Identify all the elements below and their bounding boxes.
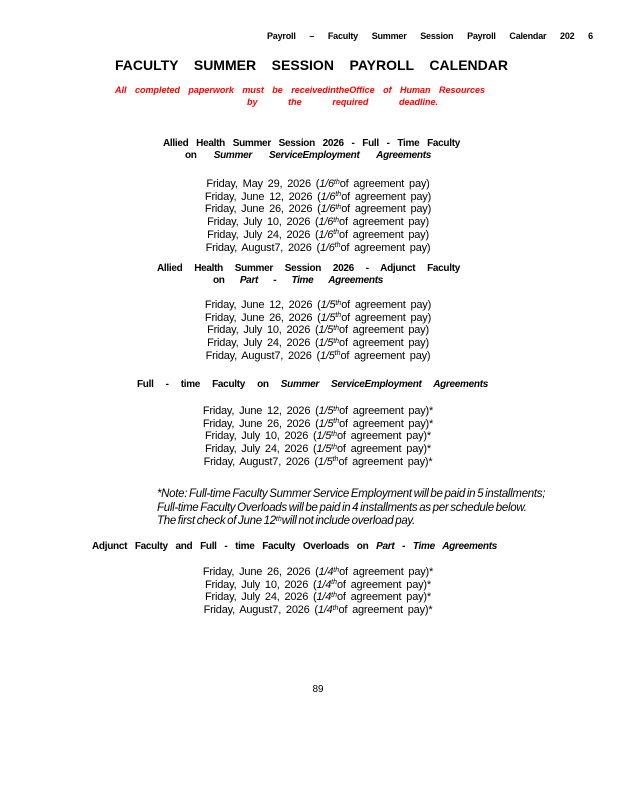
fraction: 1/4th	[317, 604, 339, 617]
section2-heading-line1: Allied Health Summer Session 2026 - Adjunct Faculty	[157, 263, 460, 274]
section4-pay-dates	[18, 567, 618, 618]
pay-date-line: Friday, July 24, 2026 (1/6thof agreement pay)	[207, 228, 429, 241]
section3-heading	[137, 379, 488, 390]
heading-italic-text: Part - Time Agreements	[376, 541, 498, 552]
pay-date-line: Friday, July 10, 2026 (1/5thof agreement pay)*	[205, 430, 431, 443]
fraction: 1/5th	[318, 405, 340, 417]
pay-date-line: Friday, June 12, 2026 (1/5thof agreement pay)*	[202, 405, 434, 417]
footnote-line-3: The first check of June 12thwill not include overload pay.	[157, 515, 415, 528]
pay-date-line: Friday, June 26, 2026 (1/5thof agreement pay)*	[202, 417, 434, 430]
fraction: 1/6th	[318, 216, 340, 229]
section1-pay-dates	[18, 179, 618, 255]
page-number: 89	[312, 684, 324, 695]
pay-date-line: Friday, July 10, 2026 (1/4thof agreement pay)*	[205, 578, 431, 591]
fraction: 1/6th	[318, 228, 340, 241]
fraction: 1/5th	[317, 455, 339, 468]
pay-date-line: Friday, July 10, 2026 (1/6thof agreement pay)	[207, 216, 429, 229]
fraction: 1/5th	[319, 349, 341, 362]
fraction: 1/4th	[316, 591, 337, 604]
heading-regular-text: Full - time Faculty on	[137, 379, 269, 390]
fraction: 1/6th	[320, 203, 342, 216]
section2-heading-line2	[213, 275, 383, 286]
fraction: 1/5th	[316, 430, 337, 443]
pay-date-line: Friday, June 12, 2026 (1/6thof agreement pay)	[204, 190, 432, 203]
fraction: 1/4th	[318, 566, 340, 578]
pay-date-line: Friday, August7, 2026 (1/5thof agreement pay)*	[203, 455, 433, 468]
footnote-line-1: *Note: Full-time Faculty Summer Service Employment will be paid in 5 installments;	[157, 488, 546, 500]
fraction: 1/6th	[319, 178, 340, 190]
fraction: 1/5th	[316, 443, 337, 456]
fraction: 1/5th	[318, 324, 340, 337]
pay-date-line: Friday, July 24, 2026 (1/5thof agreement pay)	[207, 337, 429, 350]
pay-date-line: Friday, August7, 2026 (1/5thof agreement pay)	[205, 349, 431, 362]
pay-date-line: Friday, August7, 2026 (1/4thof agreement pay)*	[203, 604, 433, 617]
fraction: 1/5th	[318, 417, 340, 430]
heading-italic-text: Summer ServiceEmployment Agreements	[213, 150, 431, 161]
section4-heading	[92, 541, 497, 552]
heading-italic-text: Summer ServiceEmployment Agreements	[280, 379, 489, 390]
fraction: 1/5th	[320, 299, 342, 311]
pay-date-line: Friday, June 26, 2026 (1/6thof agreement pay)	[204, 203, 432, 216]
fraction: 1/5th	[320, 311, 342, 324]
notice-line-1: All completed paperwork must be receivedintheOffice of Human Resources	[115, 85, 485, 95]
pay-date-line: Friday, June 26, 2026 (1/4thof agreement pay)*	[202, 566, 434, 578]
pay-date-line: Friday, July 24, 2026 (1/5thof agreement pay)*	[205, 443, 431, 456]
notice-line-2: by the required deadline.	[247, 96, 438, 107]
footnote	[157, 488, 587, 530]
section1-heading-line2	[185, 150, 431, 161]
section3-pay-dates	[18, 406, 618, 470]
heading-regular-text: on	[185, 150, 197, 161]
fraction: 1/6th	[320, 190, 342, 203]
footnote-line-2: Full-time Faculty Overloads will be paid in 4 installments as per schedule below.	[157, 501, 527, 514]
heading-regular-text: Adjunct Faculty and Full - time Faculty Overloads on	[92, 541, 369, 552]
section1-heading-line1: Allied Health Summer Session 2026 - Full - Time Faculty	[163, 138, 460, 149]
pay-date-line: Friday, August7, 2026 (1/6thof agreement pay)	[205, 241, 431, 254]
section2-pay-dates	[18, 300, 618, 364]
pay-date-line: Friday, July 10, 2026 (1/5thof agreement pay)	[207, 324, 429, 337]
heading-italic-text: Part - Time Agreements	[239, 275, 384, 286]
pay-date-line: Friday, May 29, 2026 (1/6thof agreement pay)	[206, 178, 430, 190]
fraction: 1/4th	[316, 578, 337, 591]
pay-date-line: Friday, July 24, 2026 (1/4thof agreement pay)*	[205, 591, 431, 604]
fraction: 1/6th	[319, 241, 341, 254]
pay-date-line: Friday, June 26, 2026 (1/5thof agreement pay)	[204, 311, 432, 324]
page-title: FACULTY SUMMER SESSION PAYROLL CALENDAR	[115, 57, 508, 73]
fraction: 1/5th	[318, 337, 340, 350]
heading-regular-text: on	[213, 275, 225, 286]
running-header: Payroll – Faculty Summer Session Payroll Calendar 202 6	[267, 31, 593, 41]
pay-date-line: Friday, June 12, 2026 (1/5thof agreement pay)	[204, 299, 432, 311]
